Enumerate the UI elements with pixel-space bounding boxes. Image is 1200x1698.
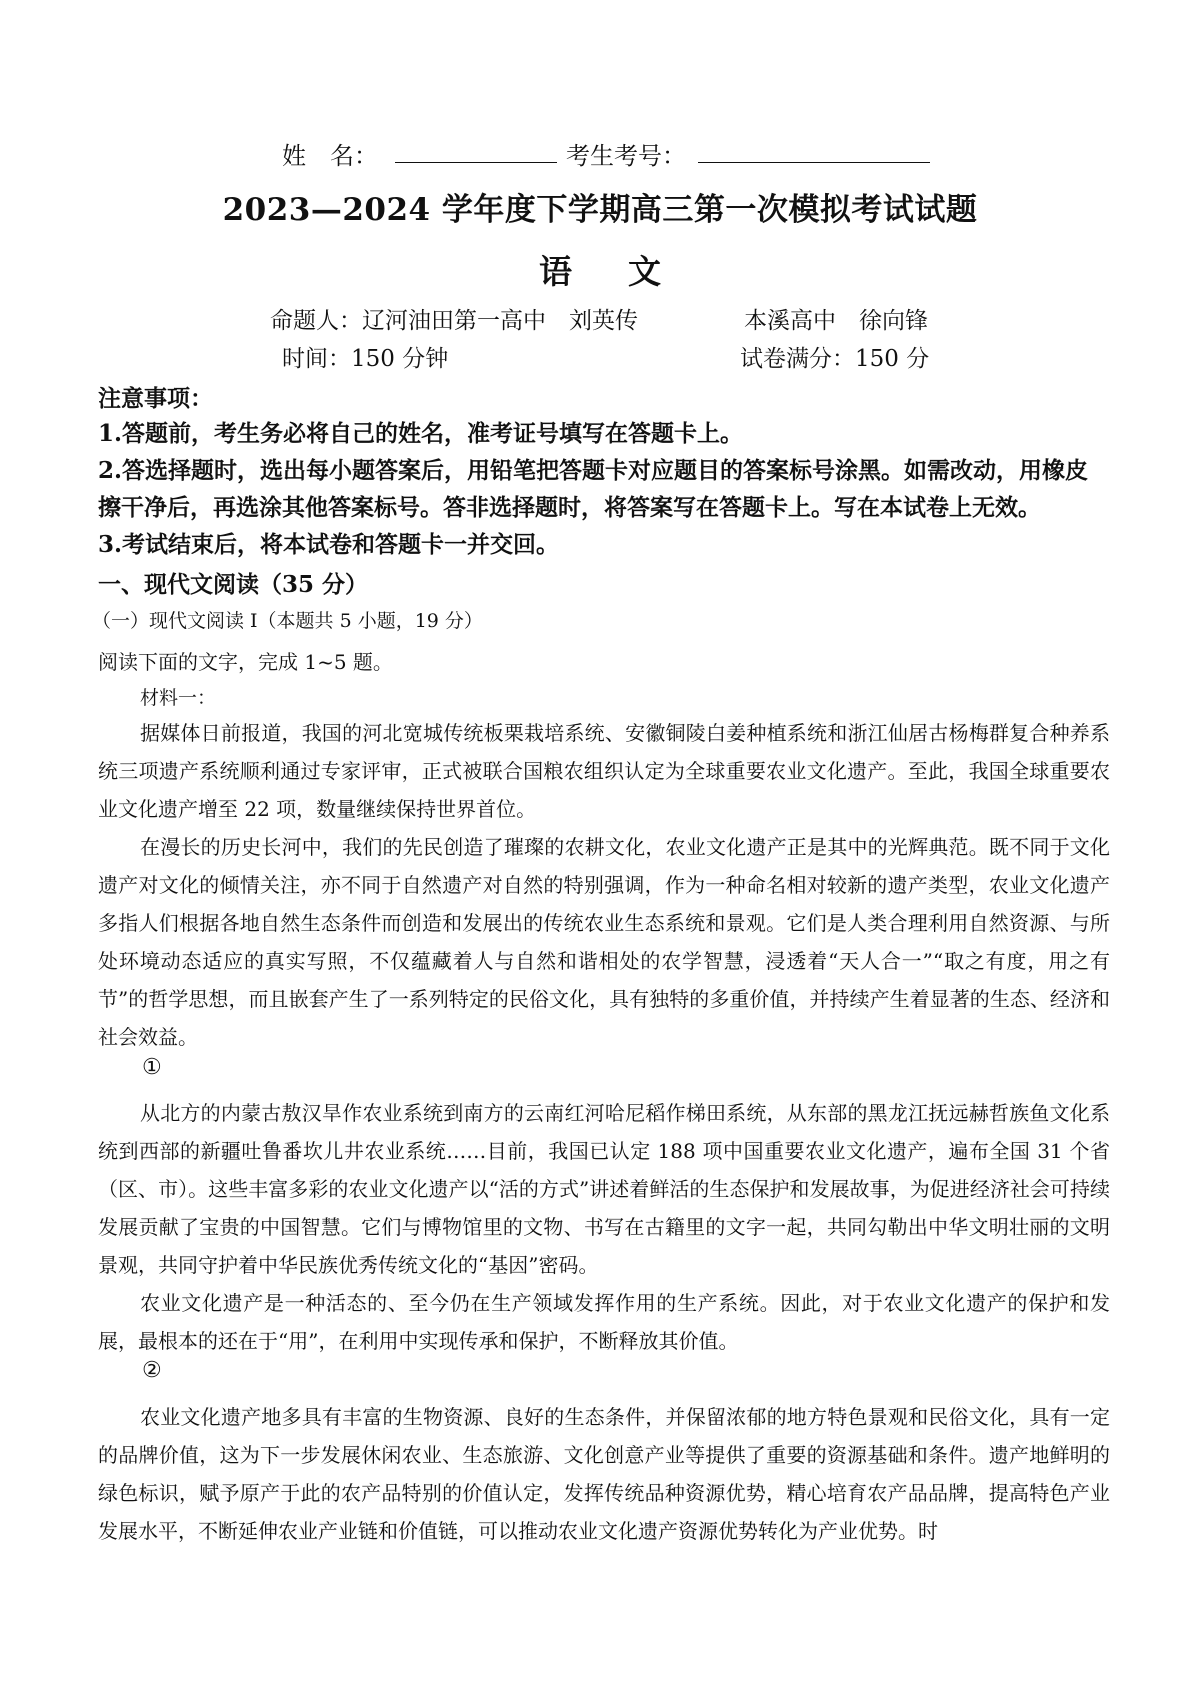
paragraph-4: 农业文化遗产是一种活态的、至今仍在生产领域发挥作用的生产系统。因此，对于农业文化遗产的保护和发展，最根本的还在于“用”，在利用中实现传承和保护，不断释放其价值。	[98, 1291, 1110, 1353]
notice-item-2: 2.答选择题时，选出每小题答案后，用铅笔把答题卡对应题目的答案标号涂黑。如需改动，用橡皮擦干净后，再选涂其他答案标号。答非选择题时，将答案写在答题卡上。写在本试卷上无效。	[98, 457, 1089, 521]
notice-item-3: 3.考试结束后，将本试卷和答题卡一并交回。	[98, 531, 560, 558]
paragraph-5: 农业文化遗产地多具有丰富的生物资源、良好的生态条件，并保留浓郁的地方特色景观和民俗文化，具有一定的品牌价值，这为下一步发展休闲农业、生态旅游、文化创意产业等提供了重要的资源基础和条件。遗产地鲜明的绿色标识，赋予原产于此的农产品特别的价值认定，发挥传统品种资源优势，精心培育农产品品牌，提高特色产业发展水平，不断延伸农业产业链和价值链，可以推动农业文化遗产资源优势转化为产业优势。时	[98, 1405, 1110, 1543]
paragraph-3: 从北方的内蒙古敖汉旱作农业系统到南方的云南红河哈尼稻作梯田系统，从东部的黑龙江抚远赫哲族鱼文化系统到西部的新疆吐鲁番坎儿井农业系统……目前，我国已认定 188 项中国重要农业文化遗产，遍布全国 31 个省（区、市）。这些丰富多彩的农业文化遗产以“活的方式”讲述着鲜活的生态保护和发展故事，为促进经济社会可持续发展贡献了宝贵的中国智慧。它们与博物馆里的文物、书写在古籍里的文字一起，共同勾勒出中华文明壮丽的文明景观，共同守护着中华民族优秀传统文化的“基因”密码。	[98, 1101, 1110, 1277]
name-label: 姓 名：	[282, 142, 378, 170]
name-blank-line	[395, 162, 557, 163]
paragraph-2: 在漫长的历史长河中，我们的先民创造了璀璨的农耕文化，农业文化遗产正是其中的光辉典范。既不同于文化遗产对文化的倾情关注，亦不同于自然遗产对自然的特别强调，作为一种命名相对较新的遗产类型，农业文化遗产多指人们根据各地自然生态条件而创造和发展出的传统农业生态系统和景观。它们是人类合理利用自然资源、与所处环境动态适应的真实写照，不仅蕴藏着人与自然和谐相处的农学智慧，浸透着“天人合一”“取之有度，用之有节”的哲学思想，而且嵌套产生了一系列特定的民俗文化，具有独特的多重价值，并持续产生着显著的生态、经济和社会效益。	[98, 835, 1110, 1049]
exam-title: 2023—2024 学年度下学期高三第一次模拟考试试题	[222, 192, 978, 228]
paragraph-1: 据媒体日前报道，我国的河北宽城传统板栗栽培系统、安徽铜陵白姜种植系统和浙江仙居古杨梅群复合种养系统三项遗产系统顺利通过专家评审，正式被联合国粮农组织认定为全球重要农业文化遗产。至此，我国全球重要农业文化遗产增至 22 项，数量继续保持世界首位。	[98, 721, 1110, 821]
exam-id-blank-line	[698, 162, 930, 163]
author-info-2: 本溪高中 徐向锋	[744, 308, 928, 334]
subject-char-1: 语	[539, 252, 572, 291]
reading-instruction: 阅读下面的文字，完成 1~5 题。	[98, 650, 393, 674]
author-info-1: 命题人：辽河油田第一高中 刘英传	[270, 308, 638, 334]
blank-marker-2: ②	[142, 1358, 162, 1383]
notice-title: 注意事项：	[98, 385, 213, 412]
material-label: 材料一：	[140, 687, 217, 709]
exam-id-label: 考生考号：	[566, 142, 686, 170]
exam-time: 时间：150 分钟	[282, 346, 449, 372]
notice-item-1: 1.答题前，考生务必将自己的姓名，准考证号填写在答题卡上。	[98, 420, 744, 447]
subject-title	[0, 246, 1200, 293]
sub-section-title: （一）现代文阅读 I（本题共 5 小题，19 分）	[92, 610, 483, 632]
blank-marker-1: ①	[142, 1055, 162, 1080]
subject-char-2: 文	[628, 252, 661, 291]
section-title: 一、现代文阅读（35 分）	[98, 571, 369, 598]
full-score: 试卷满分：150 分	[740, 346, 930, 372]
